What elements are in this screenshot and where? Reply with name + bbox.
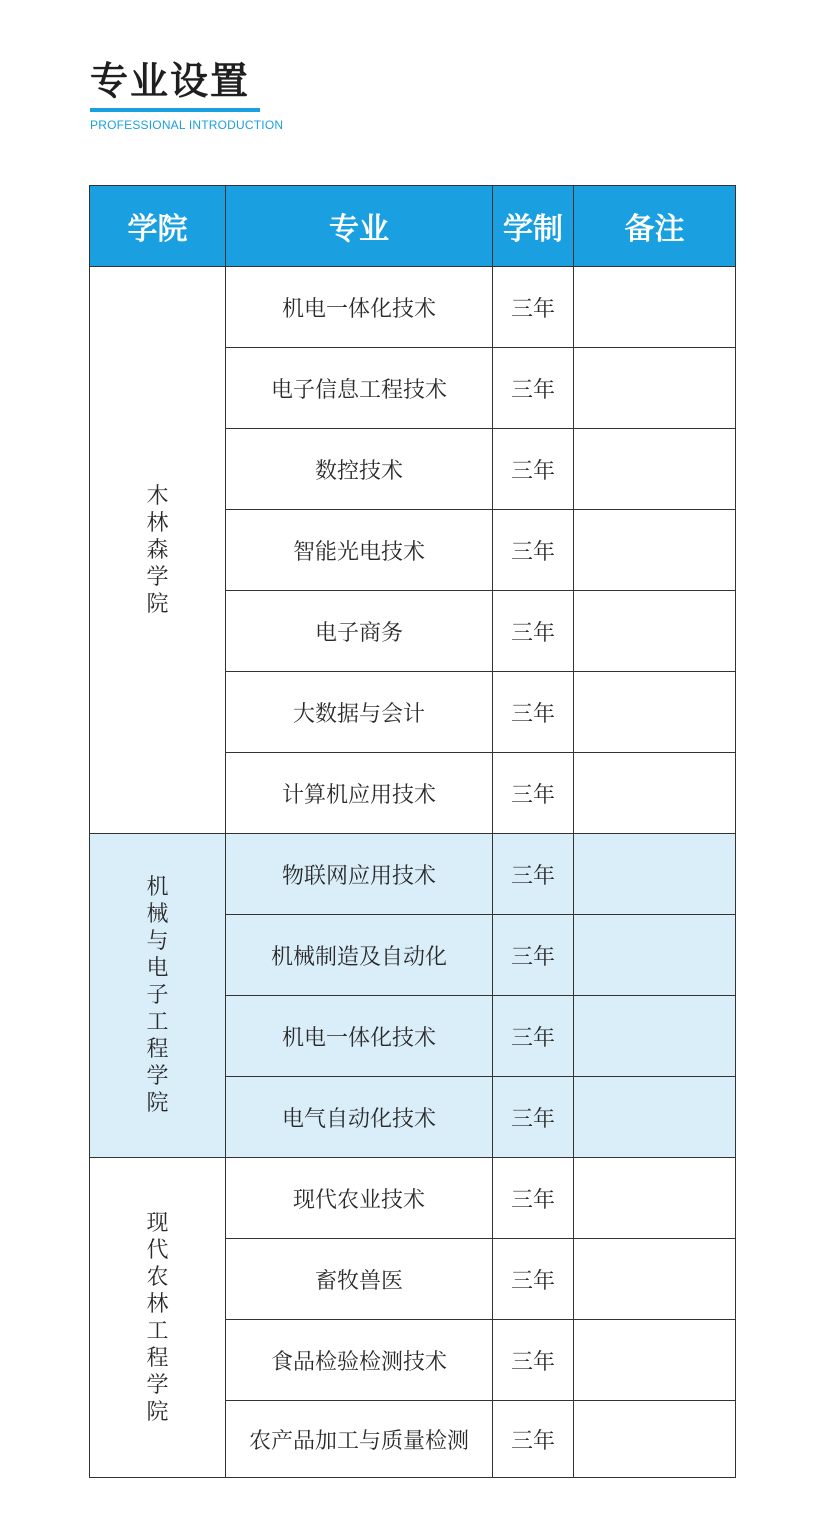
title-underline <box>90 108 260 112</box>
major-cell: 电子商务 <box>226 591 493 672</box>
remark-cell <box>574 267 736 348</box>
remark-cell <box>574 510 736 591</box>
table-row <box>90 834 736 915</box>
major-cell: 机电一体化技术 <box>226 267 493 348</box>
column-header-college: 学院 <box>90 186 226 267</box>
table-row <box>90 1158 736 1239</box>
duration-cell: 三年 <box>493 834 574 915</box>
column-header-remark: 备注 <box>574 186 736 267</box>
duration-cell: 三年 <box>493 429 574 510</box>
duration-cell: 三年 <box>493 996 574 1077</box>
remark-cell <box>574 591 736 672</box>
college-cell <box>90 1158 226 1478</box>
remark-cell <box>574 1401 736 1478</box>
major-cell: 机械制造及自动化 <box>226 915 493 996</box>
remark-cell <box>574 834 736 915</box>
college-name: 机械与电子工程学院 <box>146 875 169 1116</box>
remark-cell <box>574 915 736 996</box>
remark-cell <box>574 1239 736 1320</box>
duration-cell: 三年 <box>493 510 574 591</box>
table-body <box>90 267 736 1478</box>
duration-cell: 三年 <box>493 1158 574 1239</box>
duration-cell: 三年 <box>493 348 574 429</box>
remark-cell <box>574 672 736 753</box>
duration-cell: 三年 <box>493 1320 574 1401</box>
major-cell: 畜牧兽医 <box>226 1239 493 1320</box>
duration-cell: 三年 <box>493 753 574 834</box>
table-row <box>90 267 736 348</box>
table-header-row <box>90 186 736 267</box>
remark-cell <box>574 753 736 834</box>
college-name: 木林森学院 <box>146 483 169 617</box>
remark-cell <box>574 429 736 510</box>
college-cell <box>90 834 226 1158</box>
remark-cell <box>574 996 736 1077</box>
major-cell: 计算机应用技术 <box>226 753 493 834</box>
duration-cell: 三年 <box>493 1239 574 1320</box>
college-name: 现代农林工程学院 <box>146 1210 169 1425</box>
page-title: 专业设置 <box>90 59 251 103</box>
duration-cell: 三年 <box>493 591 574 672</box>
duration-cell: 三年 <box>493 1401 574 1478</box>
column-header-major: 专业 <box>226 186 493 267</box>
major-cell: 农产品加工与质量检测 <box>226 1401 493 1478</box>
major-cell: 电子信息工程技术 <box>226 348 493 429</box>
major-cell: 食品检验检测技术 <box>226 1320 493 1401</box>
major-cell: 现代农业技术 <box>226 1158 493 1239</box>
page-subtitle: PROFESSIONAL INTRODUCTION <box>90 118 284 132</box>
column-header-duration: 学制 <box>493 186 574 267</box>
duration-cell: 三年 <box>493 915 574 996</box>
remark-cell <box>574 348 736 429</box>
section-heading <box>90 56 283 132</box>
college-cell <box>90 267 226 834</box>
major-cell: 电气自动化技术 <box>226 1077 493 1158</box>
remark-cell <box>574 1158 736 1239</box>
major-cell: 智能光电技术 <box>226 510 493 591</box>
duration-cell: 三年 <box>493 672 574 753</box>
major-cell: 大数据与会计 <box>226 672 493 753</box>
duration-cell: 三年 <box>493 1077 574 1158</box>
remark-cell <box>574 1077 736 1158</box>
major-cell: 机电一体化技术 <box>226 996 493 1077</box>
duration-cell: 三年 <box>493 267 574 348</box>
major-cell: 数控技术 <box>226 429 493 510</box>
remark-cell <box>574 1320 736 1401</box>
majors-table <box>89 185 736 1478</box>
major-cell: 物联网应用技术 <box>226 834 493 915</box>
